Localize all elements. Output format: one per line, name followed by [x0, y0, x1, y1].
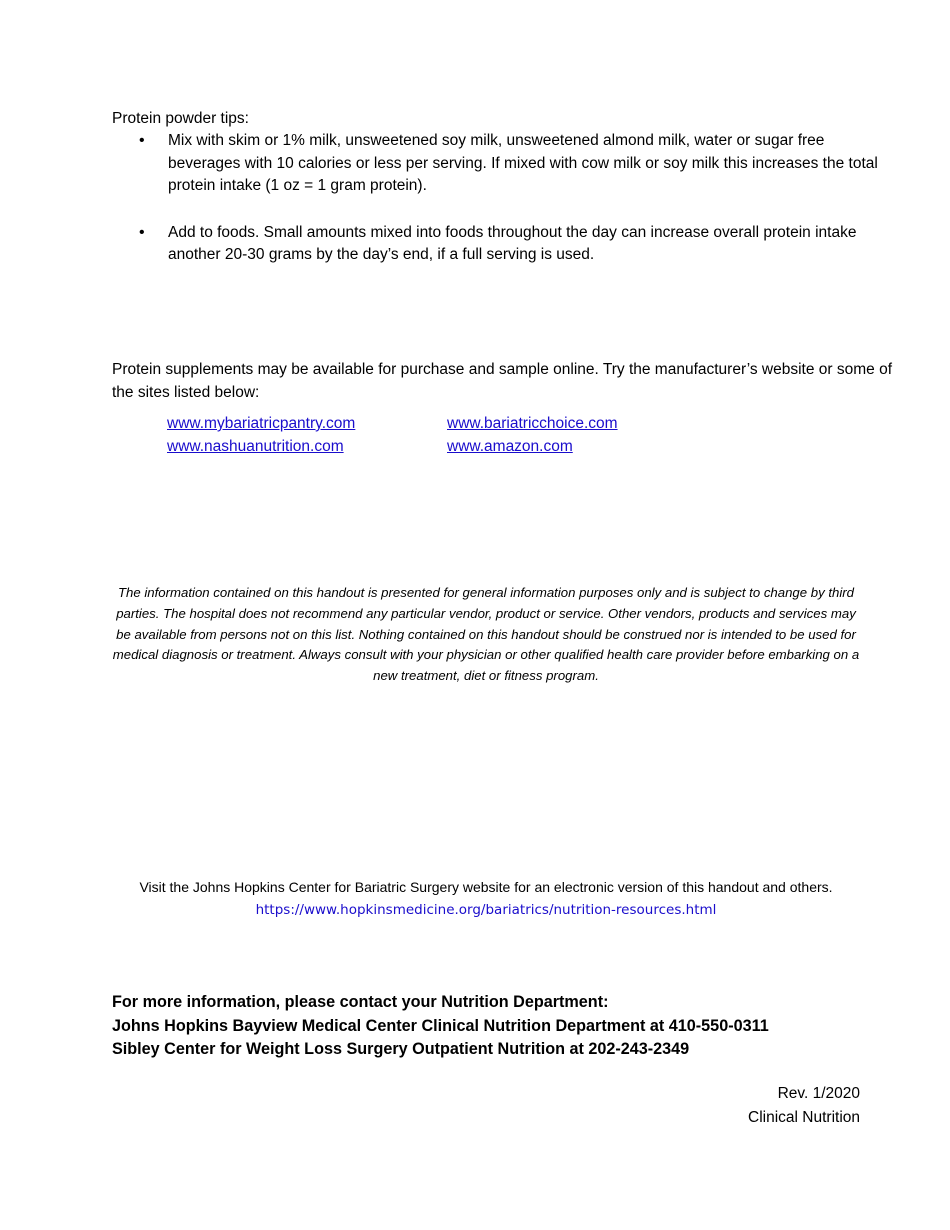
- revision-date: Rev. 1/2020: [777, 1085, 860, 1102]
- nutrition-resources-link[interactable]: https://www.hopkinsmedicine.org/bariatrics/nutrition-resources.html: [255, 902, 717, 918]
- protein-tip-add-to-foods: • Add to foods. Small amounts mixed into foods throughout the day can increase overall protein intake another 20-30 grams by the day’s end, if a full serving is used.: [112, 222, 892, 267]
- supplement-links: [167, 413, 727, 458]
- contact-heading: For more information, please contact your Nutrition Department:: [112, 993, 609, 1011]
- link-bariatricchoice[interactable]: www.bariatricchoice.com: [447, 415, 618, 432]
- revision-block: [748, 1082, 860, 1130]
- protein-tips-heading: Protein powder tips:: [112, 110, 249, 127]
- contact-sibley: Sibley Center for Weight Loss Surgery Outpatient Nutrition at 202-243-2349: [112, 1040, 690, 1058]
- disclaimer-text: The information contained on this handout is presented for general information purposes only and is subject to change by third parties. The hospital does not recommend any particular vendor, product or service. Other vendors, products and services may be available from persons not on this list. Nothing contained on this handout should be construed nor is intended to be used for medical diagnosis or treatment. Always consult with your physician or other qualified health care provider before embarking on a new treatment, diet or fitness program.: [112, 585, 860, 684]
- protein-tip-mix: • Mix with skim or 1% milk, unsweetened soy milk, unsweetened almond milk, water or sugar free beverages with 10 calories or less per serving. If mixed with cow milk or soy milk this increases the total protein intake (1 oz = 1 gram protein).: [112, 130, 892, 198]
- contact-block: [112, 991, 892, 1062]
- link-nashuanutrition[interactable]: www.nashuanutrition.com: [167, 438, 344, 455]
- link-mybariatricpantry[interactable]: www.mybariatricpantry.com: [167, 415, 356, 432]
- contact-bayview: Johns Hopkins Bayview Medical Center Clinical Nutrition Department at 410-550-0311: [112, 1016, 769, 1035]
- website-notice-text: Visit the Johns Hopkins Center for Bariatric Surgery website for an electronic version of this handout and others.: [139, 879, 833, 895]
- link-amazon[interactable]: www.amazon.com: [447, 438, 573, 455]
- supplements-paragraph: Protein supplements may be available for purchase and sample online. Try the manufacturer’s website or some of the sites listed below:: [112, 361, 893, 401]
- protein-tips-list: [112, 130, 892, 291]
- department-name: Clinical Nutrition: [748, 1109, 860, 1126]
- website-notice: [100, 876, 872, 921]
